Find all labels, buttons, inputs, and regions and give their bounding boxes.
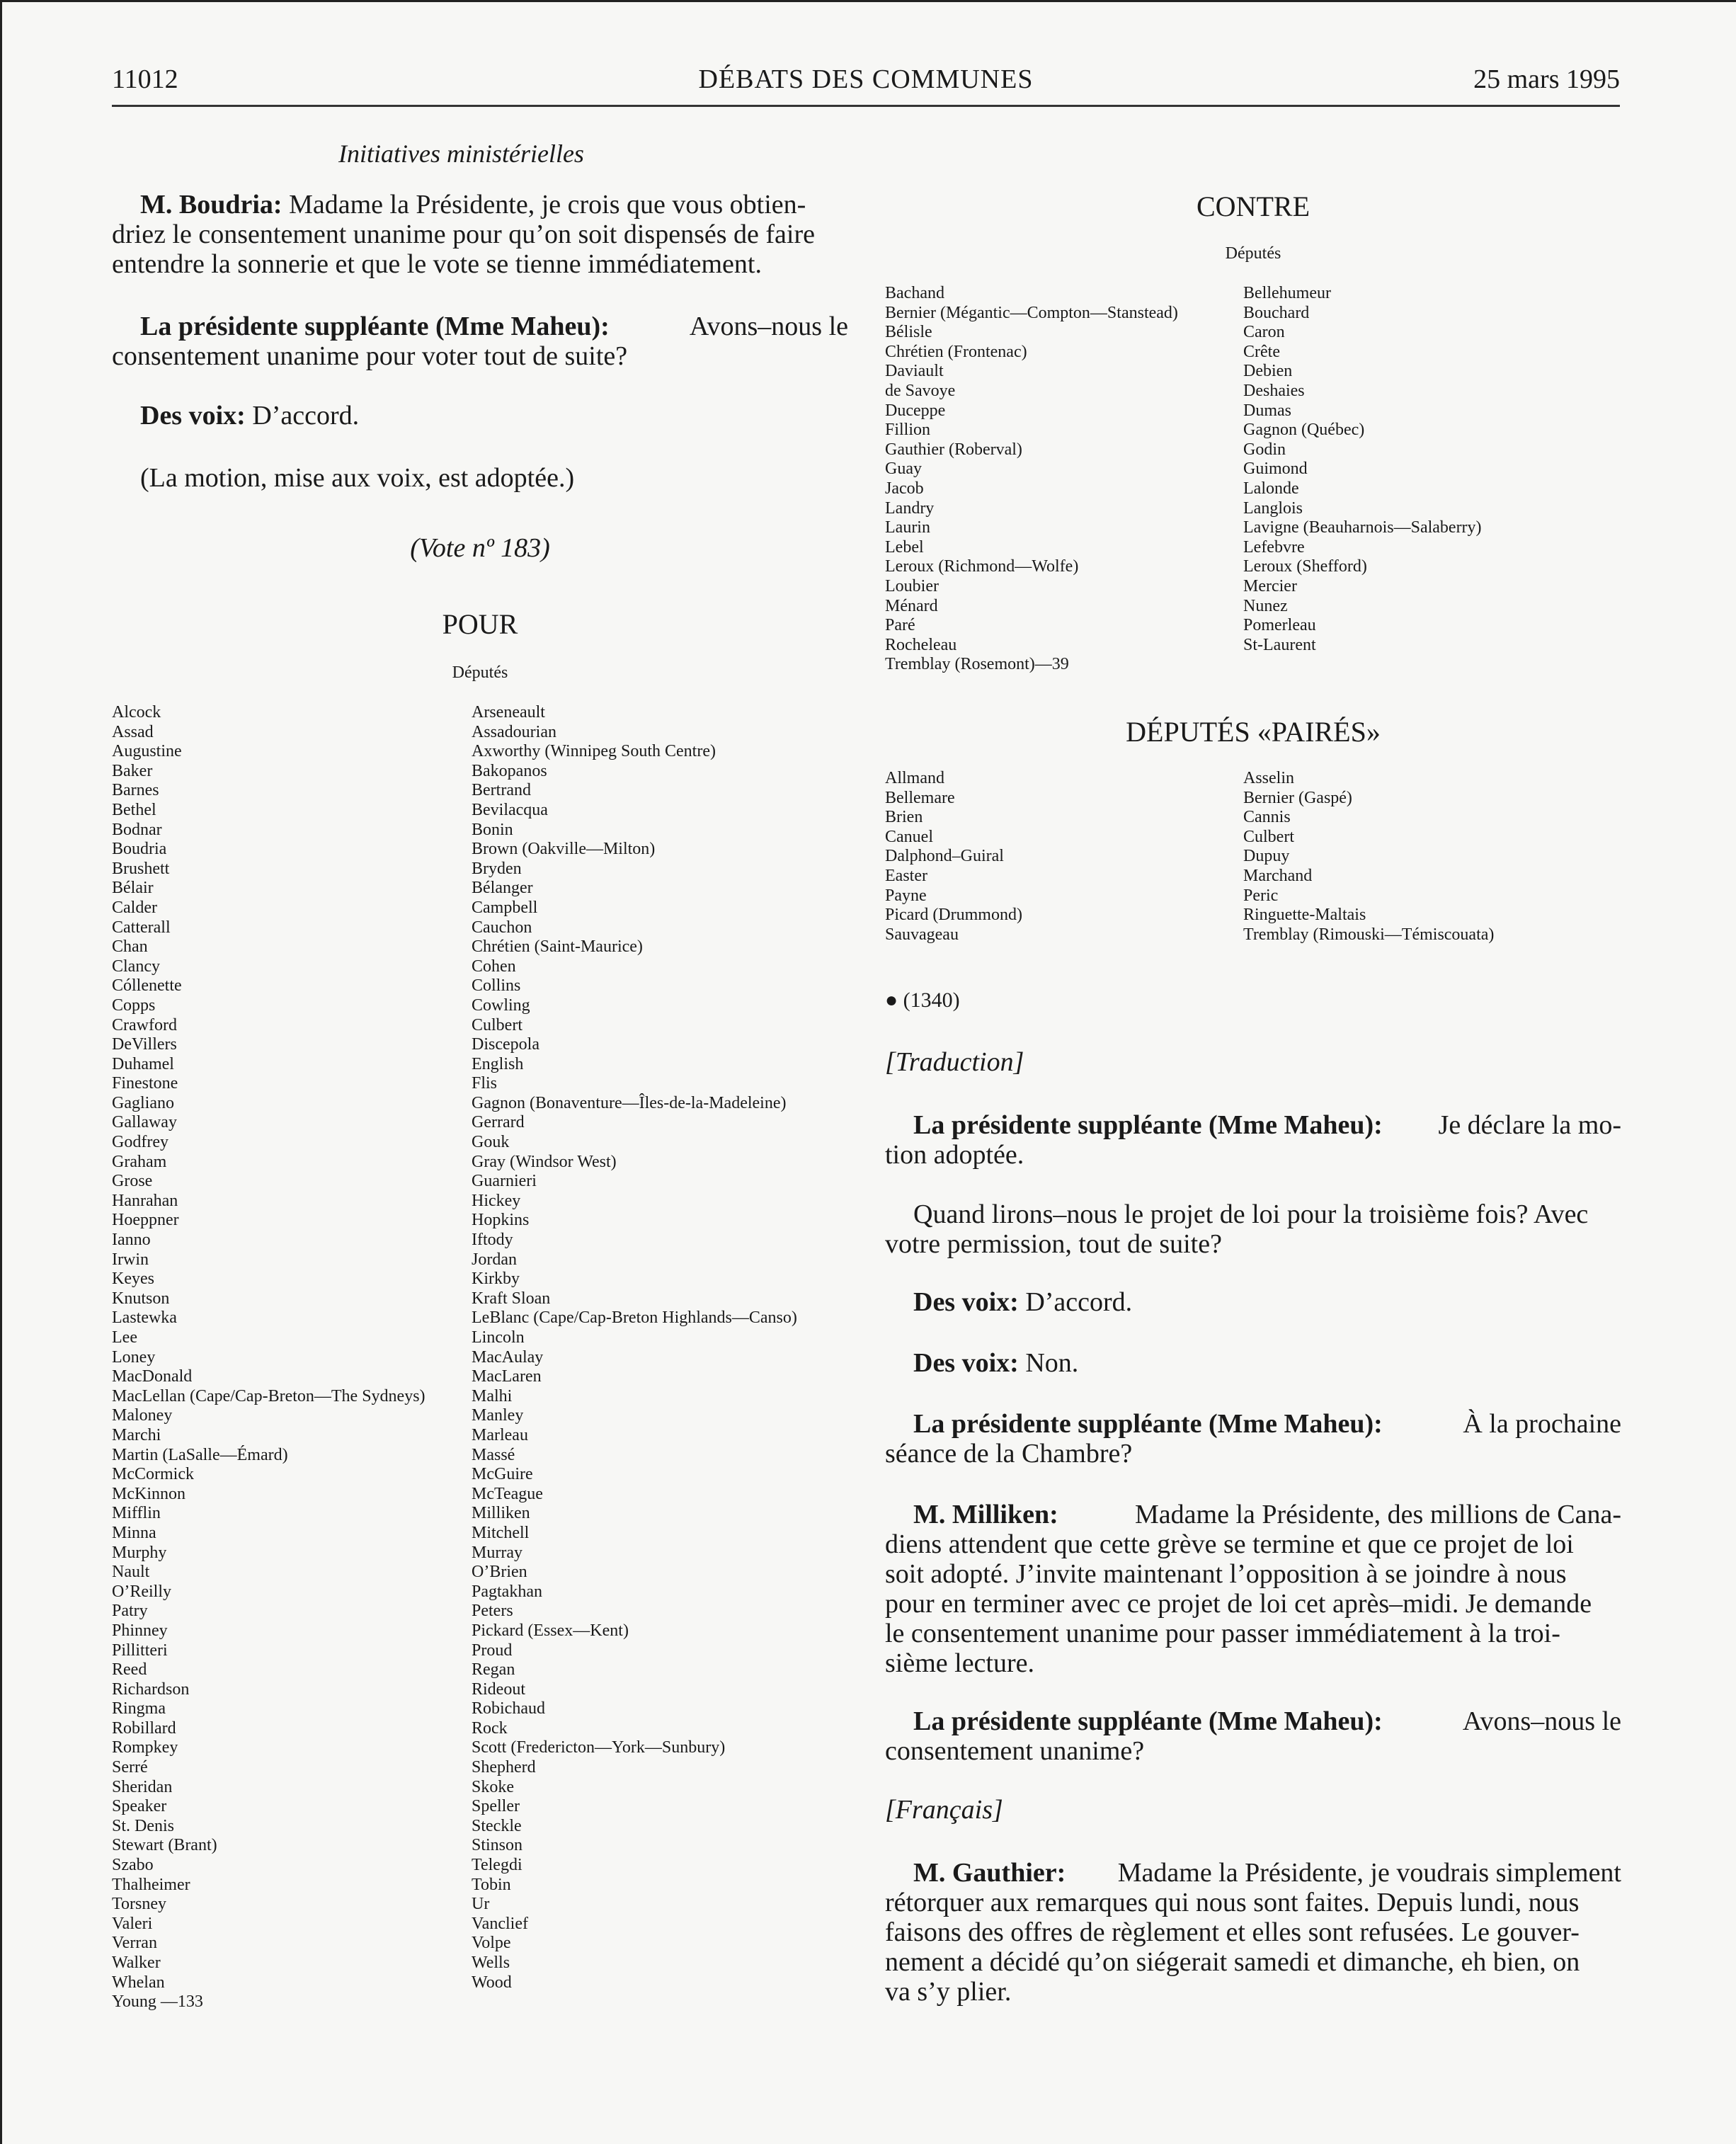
member-name: Culbert <box>472 1015 522 1034</box>
member-name: Deshaies <box>1243 381 1305 400</box>
member-name: Keyes <box>112 1270 154 1289</box>
member-name: Marleau <box>472 1425 528 1444</box>
voices-agree: Des voix: D’accord. <box>913 1287 1133 1317</box>
member-name: English <box>472 1054 524 1073</box>
member-name: Campbell <box>472 898 538 917</box>
para-line: consentement unanime pour voter tout de suite? <box>112 341 628 371</box>
member-name: Loney <box>112 1347 156 1367</box>
member-name: Guay <box>885 460 922 479</box>
member-name: Hickey <box>472 1191 521 1210</box>
member-name: Godin <box>1243 440 1286 459</box>
member-name: Bodnar <box>112 820 162 839</box>
member-name: de Savoye <box>885 381 956 400</box>
member-name: Steckle <box>472 1816 522 1835</box>
member-name: Shepherd <box>472 1758 536 1777</box>
member-name: McCormick <box>112 1465 194 1484</box>
member-name: Vanclief <box>472 1914 528 1933</box>
member-name: Stinson <box>472 1836 523 1855</box>
member-name: Milliken <box>472 1504 530 1523</box>
member-name: Guarnieri <box>472 1172 537 1191</box>
member-name: Bevilacqua <box>472 800 548 819</box>
member-name: Murphy <box>112 1543 167 1562</box>
member-name: Wells <box>472 1954 510 1972</box>
member-name: McGuire <box>472 1465 533 1484</box>
deputes-label: Députés <box>1225 244 1281 263</box>
maheu-paragraph-4: La présidente suppléante (Mme Maheu): Avons–nous le consentement unanime? <box>885 1706 1621 1766</box>
member-name: Chrétien (Frontenac) <box>885 342 1027 361</box>
member-name: Young —133 <box>112 1992 203 2012</box>
member-name: Iftody <box>472 1231 513 1250</box>
member-name: Crawford <box>112 1015 177 1034</box>
member-name: Bellemare <box>885 788 955 807</box>
member-name: Grose <box>112 1172 153 1191</box>
member-name: Pillitteri <box>112 1641 168 1660</box>
member-name: Godfrey <box>112 1133 169 1152</box>
para-line: driez le consentement unanime pour qu’on soit dispensés de faire <box>112 219 815 249</box>
member-name: Culbert <box>1243 827 1294 846</box>
member-name: Laurin <box>885 518 930 537</box>
member-name: Gouk <box>472 1133 510 1152</box>
member-name: Tremblay (Rosemont)—39 <box>885 655 1069 674</box>
member-name: Alcock <box>112 703 161 722</box>
speaker: La présidente suppléante (Mme Maheu): <box>140 312 610 341</box>
member-name: Verran <box>112 1934 157 1953</box>
member-name: Wood <box>472 1973 512 1992</box>
member-name: Collins <box>472 976 521 996</box>
page-number: 11012 <box>112 64 178 94</box>
member-name: Bélair <box>112 879 154 898</box>
member-name: Hoeppner <box>112 1211 179 1230</box>
member-name: McKinnon <box>112 1484 185 1503</box>
member-name: Clancy <box>112 957 160 976</box>
speaker: La présidente suppléante (Mme Maheu): <box>913 1110 1383 1140</box>
member-name: Canuel <box>885 827 933 846</box>
member-name: O’Brien <box>472 1563 527 1582</box>
member-name: Leroux (Shefford) <box>1243 557 1367 576</box>
member-name: Lavigne (Beauharnois—Salaberry) <box>1243 518 1482 537</box>
member-name: Skoke <box>472 1777 514 1796</box>
member-name: Crête <box>1243 342 1280 361</box>
member-name: Malhi <box>472 1386 513 1405</box>
member-name: St. Denis <box>112 1816 175 1835</box>
member-name: Walker <box>112 1954 161 1972</box>
member-name: Baker <box>112 761 153 780</box>
contre-list-col1 <box>885 284 1239 675</box>
member-name: Stewart (Brant) <box>112 1836 217 1855</box>
member-name: Manley <box>472 1406 524 1425</box>
member-name: Landry <box>885 498 935 518</box>
member-name: Peric <box>1243 886 1279 905</box>
member-name: Augustine <box>112 742 182 761</box>
member-name: Copps <box>112 996 156 1015</box>
member-name: Rock <box>472 1718 508 1738</box>
member-name: Catterall <box>112 918 171 937</box>
member-name: Kirkby <box>472 1270 520 1289</box>
speaker: Des voix: <box>913 1348 1019 1378</box>
voices-paragraph: Des voix: D’accord. <box>140 401 360 430</box>
member-name: Speller <box>472 1797 520 1816</box>
member-name: Brown (Oakville—Milton) <box>472 840 656 859</box>
member-name: Chrétien (Saint-Maurice) <box>472 937 643 957</box>
paires-list-col1 <box>885 769 1239 945</box>
member-name: Lee <box>112 1328 137 1347</box>
member-name: McTeague <box>472 1484 543 1503</box>
member-name: Discepola <box>472 1035 539 1054</box>
member-name: Cohen <box>472 957 516 976</box>
member-name: Leroux (Richmond—Wolfe) <box>885 557 1079 576</box>
traduction-tag: [Traduction] <box>885 1047 1024 1077</box>
pour-list-col1 <box>112 703 466 2012</box>
member-name: Ringuette-Maltais <box>1243 906 1366 925</box>
member-name: Cannis <box>1243 808 1291 827</box>
member-name: Irwin <box>112 1250 149 1269</box>
member-name: Brushett <box>112 859 170 878</box>
member-name: Bernier (Gaspé) <box>1243 788 1352 807</box>
member-name: Guimond <box>1243 460 1308 479</box>
member-name: Gauthier (Roberval) <box>885 440 1022 459</box>
member-name: Scott (Fredericton—York—Sunbury) <box>472 1738 726 1757</box>
member-name: Mitchell <box>472 1523 530 1542</box>
member-name: Sheridan <box>112 1777 173 1796</box>
member-name: Rocheleau <box>885 635 957 654</box>
member-name: Whelan <box>112 1973 165 1992</box>
member-name: Debien <box>1243 362 1293 381</box>
member-name: Gagliano <box>112 1093 174 1112</box>
member-name: Allmand <box>885 769 944 787</box>
member-name: Martin (LaSalle—Émard) <box>112 1445 288 1464</box>
paires-heading: DÉPUTÉS «PAIRÉS» <box>1126 716 1381 748</box>
member-name: Assad <box>112 722 154 741</box>
member-name: Tremblay (Rimouski—Témiscouata) <box>1243 925 1495 944</box>
member-name: Lastewka <box>112 1308 177 1328</box>
member-name: Duceppe <box>885 401 946 420</box>
member-name: Sauvageau <box>885 925 959 944</box>
member-name: Szabo <box>112 1856 154 1875</box>
member-name: Thalheimer <box>112 1875 190 1894</box>
member-name: Loubier <box>885 576 939 595</box>
member-name: Torsney <box>112 1895 166 1914</box>
member-name: MacLaren <box>472 1367 542 1386</box>
member-name: Marchi <box>112 1425 161 1444</box>
member-name: Jordan <box>472 1250 517 1269</box>
member-name: Bonin <box>472 820 513 839</box>
member-name: Gallaway <box>112 1113 177 1132</box>
member-name: Ménard <box>885 596 938 615</box>
member-name: O’Reilly <box>112 1582 171 1601</box>
member-name: Mercier <box>1243 576 1297 595</box>
member-name: Robichaud <box>472 1699 545 1718</box>
member-name: Hopkins <box>472 1211 530 1230</box>
francais-tag: [Français] <box>885 1795 1003 1825</box>
member-name: MacDonald <box>112 1367 193 1386</box>
maheu-paragraph-1 <box>112 312 848 371</box>
speaker: Des voix: <box>140 401 246 430</box>
speaker: Des voix: <box>913 1287 1019 1317</box>
deputes-label: Députés <box>452 663 508 682</box>
boudria-paragraph <box>112 190 848 279</box>
member-name: MacLellan (Cape/Cap-Breton—The Sydneys) <box>112 1386 426 1405</box>
question-paragraph: Quand lirons–nous le projet de loi pour la troisième fois? Avec votre permission, tout de suite? <box>885 1199 1589 1259</box>
para-line: La présidente suppléante (Mme Maheu): Avons–nous le <box>140 312 848 341</box>
member-name: Fillion <box>885 421 931 440</box>
member-name: Bélisle <box>885 323 932 342</box>
member-name: Gray (Windsor West) <box>472 1152 617 1171</box>
member-name: Pomerleau <box>1243 616 1316 635</box>
member-name: Rideout <box>472 1680 525 1699</box>
member-name: Langlois <box>1243 498 1303 518</box>
para-line: M. Boudria: Madame la Présidente, je crois que vous obtien- <box>140 190 806 219</box>
member-name: Barnes <box>112 781 159 800</box>
member-name: Dalphond–Guiral <box>885 847 1004 866</box>
member-name: Payne <box>885 886 927 905</box>
member-name: Bellehumeur <box>1243 284 1331 302</box>
member-name: Flis <box>472 1074 498 1093</box>
member-name: Duhamel <box>112 1054 174 1073</box>
member-name: Telegdi <box>472 1856 522 1875</box>
speaker: M. Gauthier: <box>913 1858 1066 1888</box>
member-name: Bouchard <box>1243 303 1310 322</box>
member-name: Cauchon <box>472 918 532 937</box>
para-line: entendre la sonnerie et que le vote se tienne immédiatement. <box>112 249 762 279</box>
maheu-paragraph-3: La présidente suppléante (Mme Maheu): À la prochaine séance de la Chambre? <box>885 1409 1621 1469</box>
member-name: Speaker <box>112 1797 167 1816</box>
member-name: Gagnon (Québec) <box>1243 421 1365 440</box>
member-name: Massé <box>472 1445 515 1464</box>
member-name: LeBlanc (Cape/Cap-Breton Highlands—Canso) <box>472 1308 797 1328</box>
motion-paragraph: (La motion, mise aux voix, est adoptée.) <box>140 463 575 493</box>
member-name: Minna <box>112 1523 156 1542</box>
speaker: La présidente suppléante (Mme Maheu): <box>913 1409 1383 1439</box>
member-name: Axworthy (Winnipeg South Centre) <box>472 742 716 761</box>
member-name: Brien <box>885 808 923 827</box>
member-name: Phinney <box>112 1621 168 1640</box>
member-name: Knutson <box>112 1289 170 1308</box>
member-name: Murray <box>472 1543 522 1562</box>
milliken-paragraph: M. Milliken: Madame la Présidente, des millions de Cana- diens attendent que cette grève se termine et que ce projet de loi soit adopté. J’invite maintenant l’opposition à se joindre à nous pour en terminer avec ce projet de loi cet après–midi. Je demande le consentement unanime pour passer immédiatement à la troi- sième lecture. <box>885 1500 1621 1678</box>
member-name: Valeri <box>112 1914 153 1933</box>
member-name: Graham <box>112 1152 167 1171</box>
member-name: Bachand <box>885 284 944 302</box>
paires-list-col2 <box>1243 769 1611 945</box>
member-name: Daviault <box>885 362 944 381</box>
member-name: Richardson <box>112 1680 190 1699</box>
member-name: MacAulay <box>472 1347 544 1367</box>
contre-heading: CONTRE <box>1197 190 1310 222</box>
pour-heading: POUR <box>442 608 518 640</box>
speaker: M. Milliken: <box>913 1500 1058 1529</box>
member-name: Bryden <box>472 859 522 878</box>
member-name: Bethel <box>112 800 156 819</box>
issue-date: 25 mars 1995 <box>1473 64 1620 94</box>
member-name: Bakopanos <box>472 761 547 780</box>
member-name: Cóllenette <box>112 976 182 996</box>
gauthier-paragraph: M. Gauthier: Madame la Présidente, je voudrais simplement rétorquer aux remarques qui nous sont faites. Depuis lundi, nous faisons des offres de règlement et elles sont refusées. Le gouver- nement a décidé qu’on siégerait samedi et dimanche, eh bien, on va s’y plier. <box>885 1858 1621 2007</box>
member-name: Lalonde <box>1243 479 1299 498</box>
member-name: Picard (Drummond) <box>885 906 1022 925</box>
member-name: Patry <box>112 1602 148 1621</box>
member-name: Caron <box>1243 323 1285 342</box>
maheu-paragraph-2: La présidente suppléante (Mme Maheu): Je déclare la mo- tion adoptée. <box>885 1110 1621 1170</box>
section-heading: Initiatives ministérielles <box>338 139 584 168</box>
member-name: Bertrand <box>472 781 531 800</box>
publication-title: DÉBATS DES COMMUNES <box>698 64 1034 94</box>
member-name: DeVillers <box>112 1035 177 1054</box>
member-name: Regan <box>472 1660 515 1680</box>
member-name: Nunez <box>1243 596 1288 615</box>
member-name: Dupuy <box>1243 847 1290 866</box>
member-name: Reed <box>112 1660 147 1680</box>
member-name: Lincoln <box>472 1328 525 1347</box>
speaker: La présidente suppléante (Mme Maheu): <box>913 1706 1383 1736</box>
voices-disagree: Des voix: Non. <box>913 1348 1079 1378</box>
member-name: Peters <box>472 1602 513 1621</box>
member-name: Paré <box>885 616 915 635</box>
member-name: Easter <box>885 866 927 885</box>
member-name: Asselin <box>1243 769 1294 787</box>
member-name: Hanrahan <box>112 1191 178 1210</box>
member-name: Proud <box>472 1641 513 1660</box>
page-header <box>112 64 1620 106</box>
member-name: Jacob <box>885 479 924 498</box>
header-rule <box>112 105 1620 107</box>
member-name: Lefebvre <box>1243 537 1305 557</box>
member-name: Robillard <box>112 1718 176 1738</box>
vote-number: (Vote nº 183) <box>410 533 550 563</box>
member-name: St-Laurent <box>1243 635 1316 654</box>
member-name: Boudria <box>112 840 167 859</box>
member-name: Volpe <box>472 1934 511 1953</box>
member-name: Ringma <box>112 1699 166 1718</box>
member-name: Nault <box>112 1563 150 1582</box>
member-name: Kraft Sloan <box>472 1289 551 1308</box>
member-name: Rompkey <box>112 1738 178 1757</box>
member-name: Tobin <box>472 1875 511 1894</box>
contre-list-col2 <box>1243 284 1611 655</box>
member-name: Arseneault <box>472 703 545 722</box>
member-name: Pickard (Essex—Kent) <box>472 1621 629 1640</box>
member-name: Gerrard <box>472 1113 525 1132</box>
time-marker: ● (1340) <box>885 988 960 1012</box>
member-name: Pagtakhan <box>472 1582 542 1601</box>
member-name: Ianno <box>112 1231 151 1250</box>
member-name: Maloney <box>112 1406 173 1425</box>
member-name: Calder <box>112 898 157 917</box>
member-name: Assadourian <box>472 722 556 741</box>
member-name: Gagnon (Bonaventure—Îles-de-la-Madeleine) <box>472 1093 787 1112</box>
member-name: Bélanger <box>472 879 533 898</box>
member-name: Lebel <box>885 537 924 557</box>
member-name: Dumas <box>1243 401 1291 420</box>
member-name: Bernier (Mégantic—Compton—Stanstead) <box>885 303 1178 322</box>
member-name: Ur <box>472 1895 490 1914</box>
member-name: Finestone <box>112 1074 178 1093</box>
member-name: Serré <box>112 1758 148 1777</box>
member-name: Chan <box>112 937 148 957</box>
member-name: Marchand <box>1243 866 1313 885</box>
speaker: M. Boudria: <box>140 190 282 219</box>
pour-list-col2 <box>472 703 854 1992</box>
member-name: Cowling <box>472 996 530 1015</box>
member-name: Mifflin <box>112 1504 161 1523</box>
